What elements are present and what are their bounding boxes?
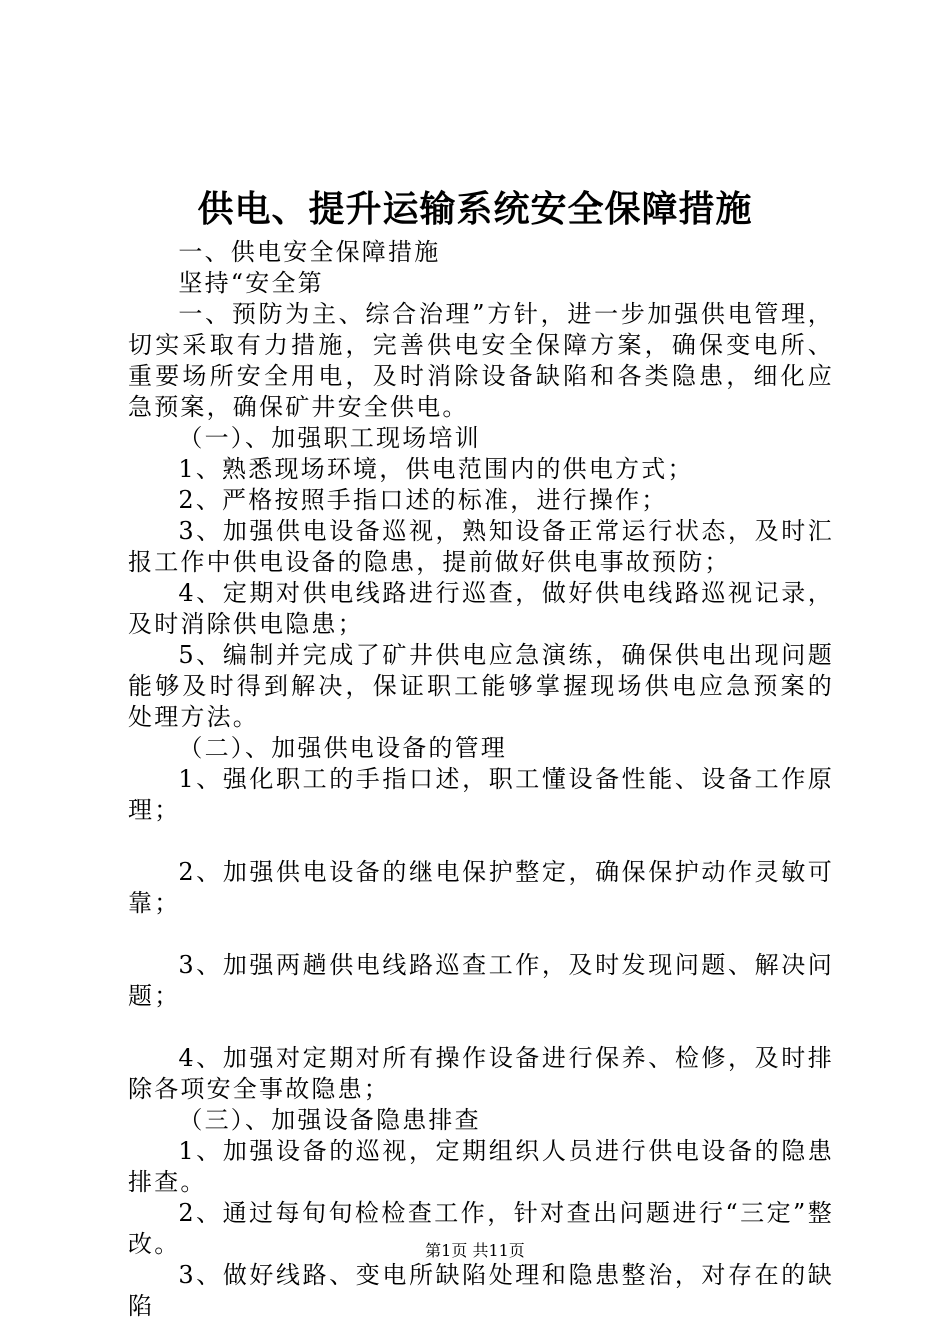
subsection-heading: （一）、加强职工现场培训 <box>178 424 481 452</box>
list-item: 1、强化职工的手指口述，职工懂设备性能、设备工作原理； <box>128 765 834 824</box>
list-item: 3、做好线路、变电所缺陷处理和隐患整治，对存在的缺陷 <box>128 1261 834 1320</box>
list-item: 4、加强对定期对所有操作设备进行保养、检修，及时排除各项安全事故隐患； <box>128 1044 834 1103</box>
list-item: 2、加强供电设备的继电保护整定，确保保护动作灵敏可靠； <box>128 858 834 917</box>
list-item: 5、编制并完成了矿井供电应急演练，确保供电出现问题能够及时得到解决，保证职工能够掌握现场供电应急预案的处理方法。 <box>128 641 834 731</box>
paragraph: 坚持“安全第 <box>178 269 324 297</box>
paragraph: 一、预防为主、综合治理”方针，进一步加强供电管理，切实采取有力措施，完善供电安全保障方案，确保变电所、重要场所安全用电，及时消除设备缺陷和各类隐患，细化应急预案，确保矿井安全供电。 <box>128 300 834 421</box>
subsection-heading: （三）、加强设备隐患排查 <box>178 1106 481 1134</box>
list-item: 1、熟悉现场环境，供电范围内的供电方式； <box>178 455 694 483</box>
list-item: 3、加强供电设备巡视，熟知设备正常运行状态，及时汇报工作中供电设备的隐患，提前做好供电事故预防； <box>128 517 834 576</box>
list-item: 2、通过每旬旬检检查工作，针对查出问题进行“三定”整改。 <box>128 1199 834 1258</box>
list-item: 1、加强设备的巡视，定期组织人员进行供电设备的隐患排查。 <box>128 1137 834 1196</box>
subsection-heading: （二）、加强供电设备的管理 <box>178 734 507 762</box>
page-number: 第1页 共11页 <box>425 1241 525 1260</box>
list-item: 3、加强两趟供电线路巡查工作，及时发现问题、解决问题； <box>128 951 834 1010</box>
section-heading: 一、供电安全保障措施 <box>178 238 441 266</box>
list-item: 2、严格按照手指口述的标准，进行操作； <box>178 486 668 514</box>
document-title: 供电、提升运输系统安全保障措施 <box>197 188 753 230</box>
document-body <box>128 237 834 1322</box>
list-item: 4、定期对供电线路进行巡查，做好供电线路巡视记录，及时消除供电隐患； <box>128 579 834 638</box>
